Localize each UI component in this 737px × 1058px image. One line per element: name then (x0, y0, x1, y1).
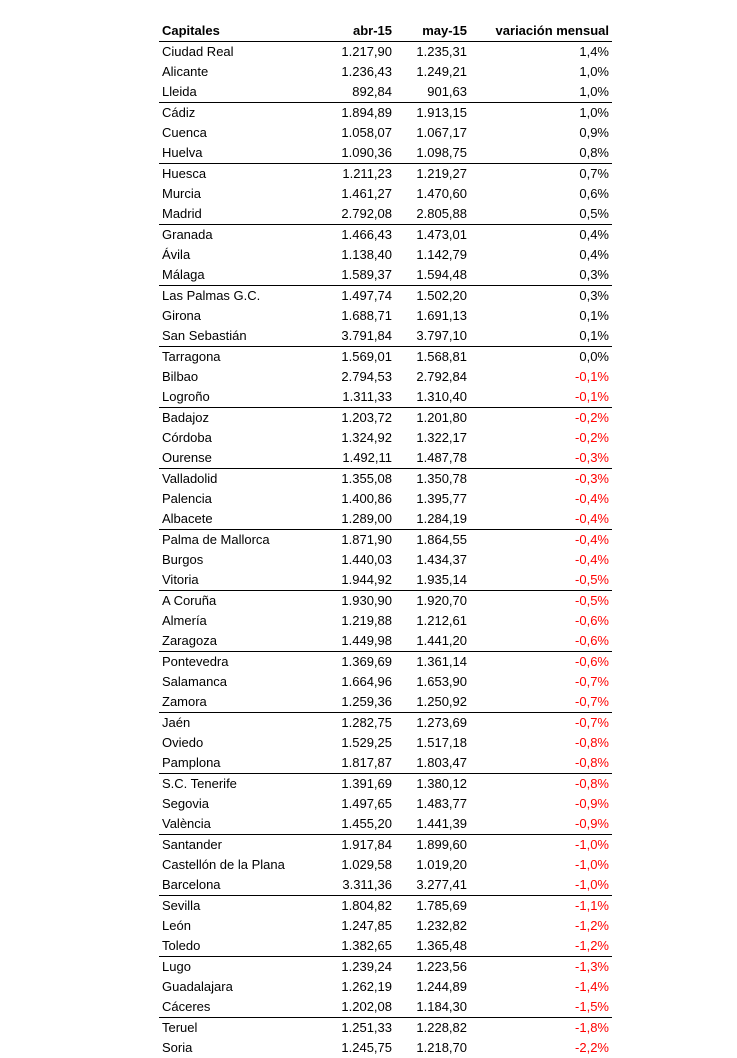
change-value: 0,5% (470, 204, 612, 225)
change-value: 0,0% (470, 347, 612, 368)
table-row (159, 347, 612, 368)
city-cell: Palma de Mallorca (159, 530, 318, 551)
city-cell: Palencia (159, 489, 318, 509)
change-value: -1,3% (470, 957, 612, 978)
apr-value: 1.245,75 (318, 1038, 395, 1058)
city-cell: León (159, 916, 318, 936)
may-value: 1.249,21 (395, 62, 470, 82)
change-value: -0,4% (470, 530, 612, 551)
may-value: 1.250,92 (395, 692, 470, 713)
may-value: 1.785,69 (395, 896, 470, 917)
table-row (159, 184, 612, 204)
change-value: -1,5% (470, 997, 612, 1018)
capitals-table (159, 21, 612, 1058)
apr-value: 1.492,11 (318, 448, 395, 469)
may-value: 1.201,80 (395, 408, 470, 429)
table-row (159, 611, 612, 631)
city-cell: Sevilla (159, 896, 318, 917)
header-city: Capitales (159, 21, 318, 42)
city-cell: Málaga (159, 265, 318, 286)
change-value: 0,8% (470, 143, 612, 164)
city-cell: Lleida (159, 82, 318, 103)
apr-value: 1.589,37 (318, 265, 395, 286)
table-row (159, 469, 612, 490)
apr-value: 3.311,36 (318, 875, 395, 896)
may-value: 1.691,13 (395, 306, 470, 326)
city-cell: Ourense (159, 448, 318, 469)
may-value: 1.067,17 (395, 123, 470, 143)
table-row (159, 408, 612, 429)
may-value: 3.797,10 (395, 326, 470, 347)
may-value: 1.594,48 (395, 265, 470, 286)
may-value: 1.441,20 (395, 631, 470, 652)
table-row (159, 428, 612, 448)
table-row (159, 82, 612, 103)
city-cell: Oviedo (159, 733, 318, 753)
may-value: 2.792,84 (395, 367, 470, 387)
table-row (159, 570, 612, 591)
change-value: -0,6% (470, 652, 612, 673)
may-value: 1.223,56 (395, 957, 470, 978)
table-row (159, 530, 612, 551)
city-cell: Zaragoza (159, 631, 318, 652)
may-value: 1.235,31 (395, 42, 470, 63)
change-value: -0,1% (470, 367, 612, 387)
apr-value: 1.917,84 (318, 835, 395, 856)
apr-value: 1.324,92 (318, 428, 395, 448)
city-cell: Pamplona (159, 753, 318, 774)
apr-value: 892,84 (318, 82, 395, 103)
city-cell: Badajoz (159, 408, 318, 429)
change-value: -1,0% (470, 855, 612, 875)
may-value: 1.864,55 (395, 530, 470, 551)
may-value: 1.322,17 (395, 428, 470, 448)
apr-value: 1.944,92 (318, 570, 395, 591)
change-value: 1,0% (470, 103, 612, 124)
table-row (159, 936, 612, 957)
apr-value: 3.791,84 (318, 326, 395, 347)
city-cell: Albacete (159, 509, 318, 530)
city-cell: San Sebastián (159, 326, 318, 347)
table-row (159, 103, 612, 124)
apr-value: 1.569,01 (318, 347, 395, 368)
may-value: 1.228,82 (395, 1018, 470, 1039)
apr-value: 1.355,08 (318, 469, 395, 490)
table-row (159, 62, 612, 82)
table-row (159, 367, 612, 387)
table-row (159, 835, 612, 856)
change-value: -1,2% (470, 936, 612, 957)
change-value: -1,8% (470, 1018, 612, 1039)
change-value: 0,1% (470, 306, 612, 326)
may-value: 1.184,30 (395, 997, 470, 1018)
city-cell: Castellón de la Plana (159, 855, 318, 875)
change-value: -1,0% (470, 875, 612, 896)
may-value: 1.935,14 (395, 570, 470, 591)
may-value: 1.350,78 (395, 469, 470, 490)
may-value: 1.365,48 (395, 936, 470, 957)
city-cell: Lugo (159, 957, 318, 978)
apr-value: 1.461,27 (318, 184, 395, 204)
city-cell: Guadalajara (159, 977, 318, 997)
apr-value: 1.497,65 (318, 794, 395, 814)
city-cell: Cuenca (159, 123, 318, 143)
city-cell: Almería (159, 611, 318, 631)
table-row (159, 855, 612, 875)
may-value: 1.361,14 (395, 652, 470, 673)
change-value: -0,3% (470, 448, 612, 469)
apr-value: 1.382,65 (318, 936, 395, 957)
apr-value: 1.804,82 (318, 896, 395, 917)
may-value: 2.805,88 (395, 204, 470, 225)
table-row (159, 286, 612, 307)
apr-value: 2.792,08 (318, 204, 395, 225)
table-row (159, 509, 612, 530)
change-value: 0,3% (470, 265, 612, 286)
change-value: 1,0% (470, 62, 612, 82)
city-cell: Segovia (159, 794, 318, 814)
apr-value: 1.466,43 (318, 225, 395, 246)
may-value: 1.380,12 (395, 774, 470, 795)
city-cell: Barcelona (159, 875, 318, 896)
city-cell: Ávila (159, 245, 318, 265)
table-row (159, 916, 612, 936)
may-value: 1.232,82 (395, 916, 470, 936)
table-row (159, 591, 612, 612)
may-value: 901,63 (395, 82, 470, 103)
apr-value: 1.251,33 (318, 1018, 395, 1039)
table-row (159, 143, 612, 164)
table-row (159, 753, 612, 774)
change-value: 0,9% (470, 123, 612, 143)
apr-value: 1.289,00 (318, 509, 395, 530)
city-cell: València (159, 814, 318, 835)
apr-value: 1.262,19 (318, 977, 395, 997)
change-value: -1,0% (470, 835, 612, 856)
apr-value: 1.455,20 (318, 814, 395, 835)
table-row (159, 204, 612, 225)
may-value: 1.899,60 (395, 835, 470, 856)
table-row (159, 42, 612, 63)
apr-value: 1.029,58 (318, 855, 395, 875)
change-value: -0,7% (470, 692, 612, 713)
city-cell: Santander (159, 835, 318, 856)
city-cell: Zamora (159, 692, 318, 713)
city-cell: Alicante (159, 62, 318, 82)
apr-value: 1.930,90 (318, 591, 395, 612)
table-row (159, 123, 612, 143)
change-value: -1,2% (470, 916, 612, 936)
may-value: 3.277,41 (395, 875, 470, 896)
table-header-row (159, 21, 612, 42)
apr-value: 1.202,08 (318, 997, 395, 1018)
change-value: -0,2% (470, 428, 612, 448)
apr-value: 1.400,86 (318, 489, 395, 509)
change-value: -0,7% (470, 713, 612, 734)
table-row (159, 957, 612, 978)
table-row (159, 794, 612, 814)
city-cell: Ciudad Real (159, 42, 318, 63)
apr-value: 1.369,69 (318, 652, 395, 673)
change-value: 0,7% (470, 164, 612, 185)
city-cell: S.C. Tenerife (159, 774, 318, 795)
city-cell: Cádiz (159, 103, 318, 124)
change-value: -0,8% (470, 774, 612, 795)
apr-value: 1.211,23 (318, 164, 395, 185)
change-value: -0,4% (470, 509, 612, 530)
table-row (159, 692, 612, 713)
apr-value: 1.282,75 (318, 713, 395, 734)
city-cell: Toledo (159, 936, 318, 957)
table-row (159, 896, 612, 917)
change-value: -0,5% (470, 570, 612, 591)
table-row (159, 245, 612, 265)
table-row (159, 1018, 612, 1039)
table-row (159, 1038, 612, 1058)
may-value: 1.310,40 (395, 387, 470, 408)
city-cell: Salamanca (159, 672, 318, 692)
may-value: 1.517,18 (395, 733, 470, 753)
may-value: 1.470,60 (395, 184, 470, 204)
change-value: -0,2% (470, 408, 612, 429)
may-value: 1.273,69 (395, 713, 470, 734)
change-value: 1,4% (470, 42, 612, 63)
city-cell: Córdoba (159, 428, 318, 448)
may-value: 1.212,61 (395, 611, 470, 631)
table-row (159, 326, 612, 347)
may-value: 1.219,27 (395, 164, 470, 185)
apr-value: 2.794,53 (318, 367, 395, 387)
apr-value: 1.449,98 (318, 631, 395, 652)
change-value: -0,6% (470, 611, 612, 631)
city-cell: A Coruña (159, 591, 318, 612)
apr-value: 1.259,36 (318, 692, 395, 713)
apr-value: 1.247,85 (318, 916, 395, 936)
apr-value: 1.497,74 (318, 286, 395, 307)
change-value: 0,6% (470, 184, 612, 204)
city-cell: Tarragona (159, 347, 318, 368)
change-value: -0,8% (470, 753, 612, 774)
city-cell: Burgos (159, 550, 318, 570)
apr-value: 1.529,25 (318, 733, 395, 753)
apr-value: 1.817,87 (318, 753, 395, 774)
change-value: -0,6% (470, 631, 612, 652)
table-row (159, 713, 612, 734)
table-row (159, 652, 612, 673)
table-body (159, 42, 612, 1058)
change-value: 0,4% (470, 245, 612, 265)
table-row (159, 164, 612, 185)
apr-value: 1.311,33 (318, 387, 395, 408)
header-may: may-15 (395, 21, 470, 42)
table-row (159, 631, 612, 652)
city-cell: Cáceres (159, 997, 318, 1018)
may-value: 1.913,15 (395, 103, 470, 124)
apr-value: 1.138,40 (318, 245, 395, 265)
table-row (159, 306, 612, 326)
apr-value: 1.871,90 (318, 530, 395, 551)
apr-value: 1.219,88 (318, 611, 395, 631)
change-value: 0,4% (470, 225, 612, 246)
change-value: -0,4% (470, 550, 612, 570)
city-cell: Pontevedra (159, 652, 318, 673)
change-value: -0,9% (470, 794, 612, 814)
apr-value: 1.203,72 (318, 408, 395, 429)
city-cell: Granada (159, 225, 318, 246)
may-value: 1.803,47 (395, 753, 470, 774)
apr-value: 1.688,71 (318, 306, 395, 326)
table-row (159, 448, 612, 469)
header-apr: abr-15 (318, 21, 395, 42)
table-row (159, 265, 612, 286)
change-value: -0,5% (470, 591, 612, 612)
city-cell: Madrid (159, 204, 318, 225)
city-cell: Huelva (159, 143, 318, 164)
table-row (159, 489, 612, 509)
may-value: 1.920,70 (395, 591, 470, 612)
change-value: -0,1% (470, 387, 612, 408)
city-cell: Logroño (159, 387, 318, 408)
apr-value: 1.440,03 (318, 550, 395, 570)
may-value: 1.218,70 (395, 1038, 470, 1058)
table-row (159, 977, 612, 997)
header-change: variación mensual (470, 21, 612, 42)
change-value: -0,4% (470, 489, 612, 509)
city-cell: Teruel (159, 1018, 318, 1039)
table-row (159, 733, 612, 753)
city-cell: Soria (159, 1038, 318, 1058)
change-value: -0,9% (470, 814, 612, 835)
may-value: 1.244,89 (395, 977, 470, 997)
may-value: 1.434,37 (395, 550, 470, 570)
may-value: 1.568,81 (395, 347, 470, 368)
may-value: 1.441,39 (395, 814, 470, 835)
apr-value: 1.217,90 (318, 42, 395, 63)
change-value: 0,3% (470, 286, 612, 307)
change-value: 1,0% (470, 82, 612, 103)
table-row (159, 387, 612, 408)
city-cell: Jaén (159, 713, 318, 734)
may-value: 1.473,01 (395, 225, 470, 246)
city-cell: Vitoria (159, 570, 318, 591)
change-value: -0,8% (470, 733, 612, 753)
table-row (159, 875, 612, 896)
change-value: -0,3% (470, 469, 612, 490)
apr-value: 1.058,07 (318, 123, 395, 143)
apr-value: 1.894,89 (318, 103, 395, 124)
may-value: 1.284,19 (395, 509, 470, 530)
table-row (159, 774, 612, 795)
table-row (159, 997, 612, 1018)
change-value: -2,2% (470, 1038, 612, 1058)
may-value: 1.142,79 (395, 245, 470, 265)
table-row (159, 550, 612, 570)
may-value: 1.502,20 (395, 286, 470, 307)
change-value: -0,7% (470, 672, 612, 692)
city-cell: Huesca (159, 164, 318, 185)
apr-value: 1.664,96 (318, 672, 395, 692)
may-value: 1.487,78 (395, 448, 470, 469)
apr-value: 1.236,43 (318, 62, 395, 82)
apr-value: 1.391,69 (318, 774, 395, 795)
table-row (159, 672, 612, 692)
may-value: 1.098,75 (395, 143, 470, 164)
change-value: -1,4% (470, 977, 612, 997)
city-cell: Murcia (159, 184, 318, 204)
apr-value: 1.090,36 (318, 143, 395, 164)
may-value: 1.653,90 (395, 672, 470, 692)
table-row (159, 814, 612, 835)
table-row (159, 225, 612, 246)
may-value: 1.395,77 (395, 489, 470, 509)
city-cell: Girona (159, 306, 318, 326)
change-value: 0,1% (470, 326, 612, 347)
city-cell: Valladolid (159, 469, 318, 490)
change-value: -1,1% (470, 896, 612, 917)
city-cell: Las Palmas G.C. (159, 286, 318, 307)
may-value: 1.483,77 (395, 794, 470, 814)
city-cell: Bilbao (159, 367, 318, 387)
apr-value: 1.239,24 (318, 957, 395, 978)
may-value: 1.019,20 (395, 855, 470, 875)
